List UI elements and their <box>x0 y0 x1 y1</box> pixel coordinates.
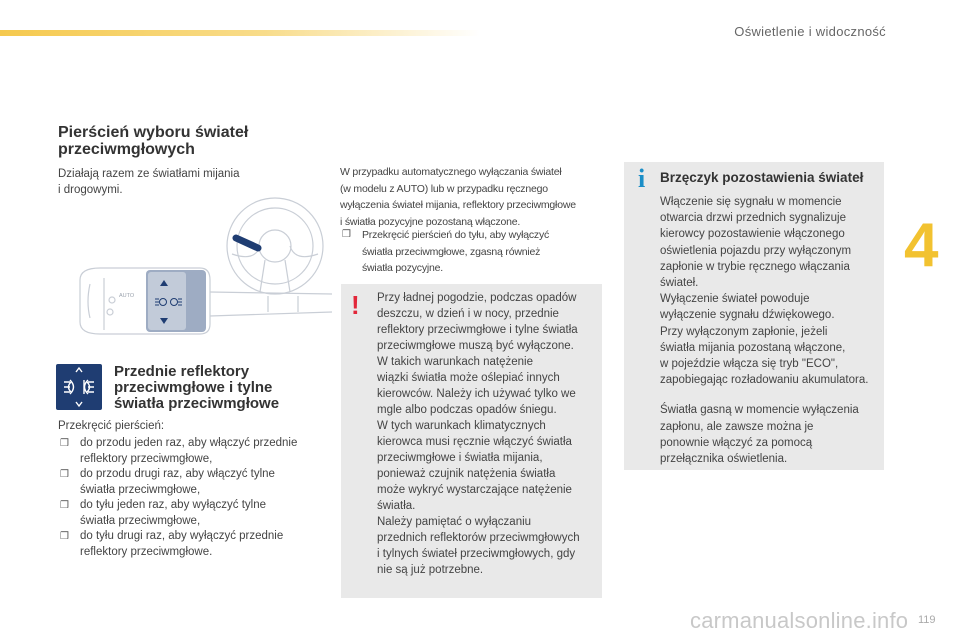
chapter-tab-number: 4 <box>904 211 939 280</box>
auto-mode-paragraph: W przypadku automatycznego wyłączania świateł (w modelu z AUTO) lub w przypadku ręcznego wyłączenia świateł mijania, reflektory przeciwmgłowe i światła pozycyjne pozostaną włączone. <box>340 166 576 228</box>
section-fog-ring-title: Pierścień wyboru świateł przeciwmgłowych <box>58 124 249 158</box>
warning-text: Przy ładnej pogodzie, podczas opadów deszczu, w dzień i w nocy, przednie reflektory przeciwmgłowe i tylne światła przeciwmgłowe muszą być wyłączone. W takich warunkach natężenie wiązki światła może oślepiać innych kierowców. Należy ich używać tylko we mgle albo podczas opadów śniegu. W tych warunkach klimatycznych kierowca musi ręcznie włączyć światła przeciwmgłowe i światła mijania, ponieważ czujnik natężenia światła może wykryć wystarczające natężenie światła. Należy pamiętać o wyłączaniu przednich reflektorów przeciwmgłowych i tylnych świateł przeciwmgłowych, gdy nie są już potrzebne. <box>377 292 580 576</box>
auto-label: AUTO <box>119 293 135 299</box>
fog-lights-icon <box>56 364 102 410</box>
section-fog-ring-description: Działają razem ze światłami mijania i drogowymi. <box>58 168 240 196</box>
fog-lights-symbol <box>56 364 102 410</box>
list-item: ❒ do tyłu drugi raz, aby wyłączyć przednie reflektory przeciwmgłowe. <box>60 530 284 558</box>
list-item: ❒ Przekręcić pierścień do tyłu, aby wyłączyć światła przeciwmgłowe, zgasną również światła pozycyjne. <box>342 229 550 274</box>
bullet-marker-icon: ❒ <box>60 500 69 511</box>
list-item: ❒ do przodu jeden raz, aby włączyć przednie reflektory przeciwmgłowe, <box>60 437 298 465</box>
section-fog-lights-title: Przednie reflektory przeciwmgłowe i tylne światła przeciwmgłowe <box>114 363 280 412</box>
chapter-title: Oświetlenie i widoczność <box>734 24 886 39</box>
bullet-marker-icon: ❒ <box>60 469 69 480</box>
warning-box <box>341 284 602 598</box>
fog-lights-intro: Przekręcić pierścień: <box>58 420 165 432</box>
stalk-pointer <box>236 238 260 250</box>
bullet-marker-icon: ❒ <box>342 229 351 240</box>
watermark: carmanualsonline.info <box>690 608 909 633</box>
info-title: Brzęczyk pozostawienia świateł <box>660 170 864 185</box>
header-accent-bar <box>0 30 480 36</box>
list-item: ❒ do tyłu jeden raz, aby wyłączyć tylne światła przeciwmgłowe, <box>60 499 267 527</box>
page-number: 119 <box>918 614 936 626</box>
info-text: Włączenie się sygnału w momencie otwarcia drzwi przednich sygnalizuje kierowcy pozostawienie włączonego oświetlenia pojazdu przy wyłączonym zapłonie w trybie ręcznego włączania świateł. Wyłączenie świateł powoduje wyłączenie sygnału dźwiękowego. Przy wyłączonym zapłonie, jeżeli światła mijania pozostaną włączone, w pojeździe włącza się tryb "ECO", zapobiegając rozładowaniu akumulatora. Światła gasną w momencie wyłączenia zapłonu, ale zawsze można je ponownie włączyć za pomocą przełącznika oświetlenia. <box>660 196 869 466</box>
bullet-marker-icon: ❒ <box>60 531 69 542</box>
steering-wheel-sketch <box>227 198 323 294</box>
bullet-marker-icon: ❒ <box>60 438 69 449</box>
info-icon: i <box>638 164 646 193</box>
auto-mode-steps <box>340 227 602 277</box>
info-box <box>624 162 884 470</box>
lighting-stalk-illustration <box>60 184 336 356</box>
list-item: ❒ do przodu drugi raz, aby włączyć tylne światła przeciwmgłowe, <box>60 468 275 496</box>
fog-lights-steps <box>58 436 333 560</box>
warning-icon: ! <box>351 290 360 320</box>
